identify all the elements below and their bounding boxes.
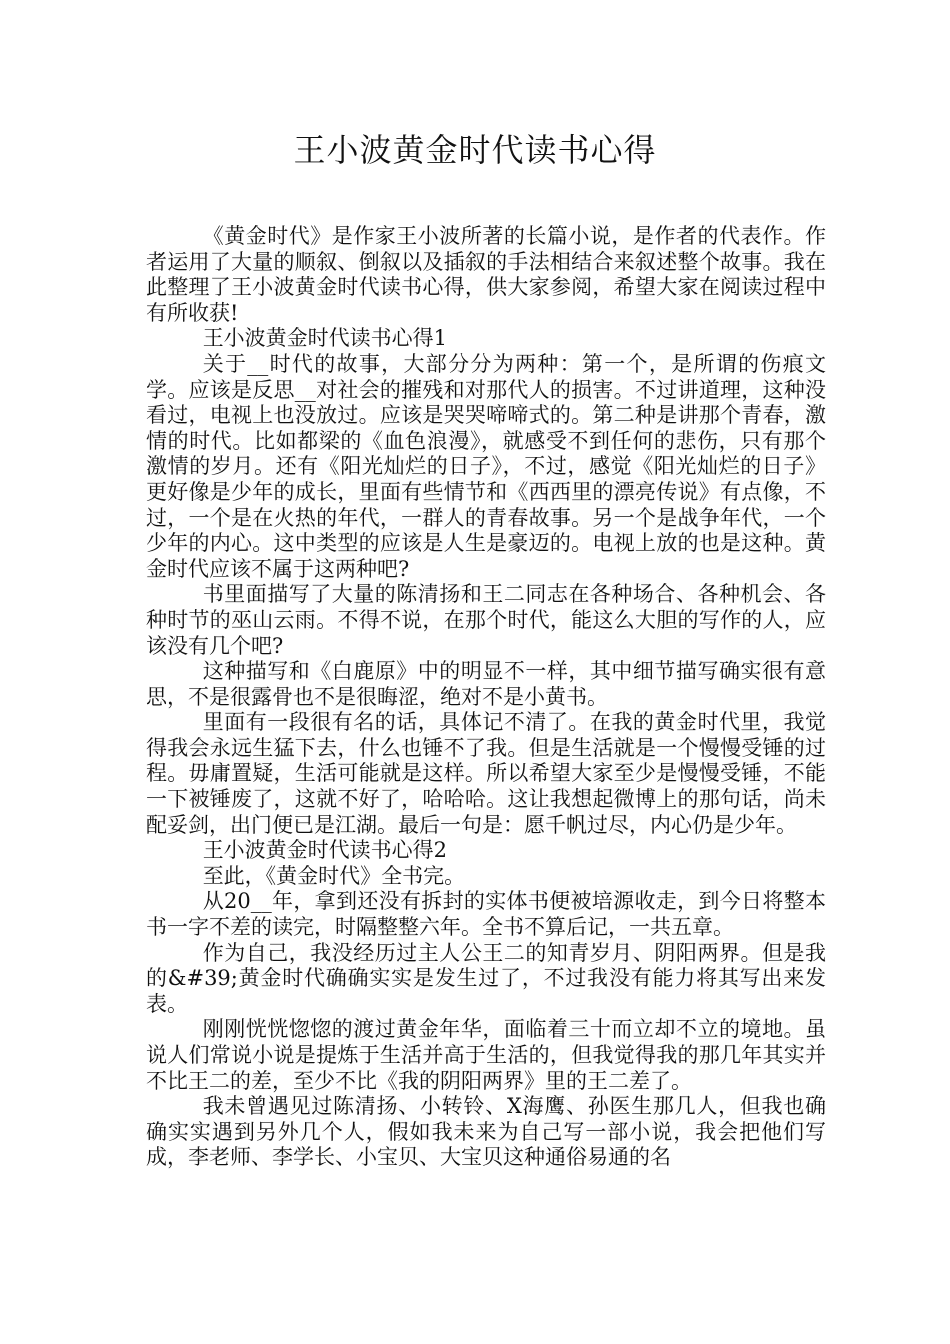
document-body (146, 224, 826, 1171)
body-paragraph: 关于__时代的故事，大部分分为两种：第一个，是所谓的伤痕文学。应该是反思__对社会的摧残和对那代人的损害。不过讲道理，这种没看过，电视上也没放过。应该是哭哭啼啼式的。第二种是讲那个青春，激情的时代。比如都梁的《血色浪漫》，就感受不到任何的悲伤，只有那个激情的岁月。还有《阳光灿烂的日子》，不过，感觉《阳光灿烂的日子》更好像是少年的成长，里面有些情节和《西西里的漂亮传说》有点像，不过，一个是在火热的年代，一群人的青春故事。另一个是战争年代，一个少年的内心。这中类型的应该是人生是豪迈的。电视上放的也是这种。黄金时代应该不属于这两种吧? (146, 351, 826, 581)
intro-paragraph: 《黄金时代》是作家王小波所著的长篇小说，是作者的代表作。作者运用了大量的顺叙、倒叙以及插叙的手法相结合来叙述整个故事。我在此整理了王小波黄金时代读书心得，供大家参阅，希望大家在阅读过程中有所收获! (146, 224, 826, 325)
body-paragraph: 从20__年，拿到还没有拆封的实体书便被培源收走，到今日将整本书一字不差的读完，时隔整整六年。全书不算后记，一共五章。 (146, 889, 826, 940)
body-paragraph: 我未曾遇见过陈清扬、小转铃、X海鹰、孙医生那几人，但我也确确实实遇到另外几个人，假如我未来为自己写一部小说，我会把他们写成，李老师、李学长、小宝贝、大宝贝这种通俗易通的名 (146, 1094, 826, 1170)
body-paragraph: 里面有一段很有名的话，具体记不清了。在我的黄金时代里，我觉得我会永远生猛下去，什么也锤不了我。但是生活就是一个慢慢受锤的过程。毋庸置疑，生活可能就是这样。所以希望大家至少是慢慢受锤，不能一下被锤废了，这就不好了，哈哈哈。这让我想起微博上的那句话，尚未配妥剑，出门便已是江湖。最后一句是：愿千帆过尽，内心仍是少年。 (146, 710, 826, 837)
section-heading-2: 王小波黄金时代读书心得2 (202, 838, 448, 863)
body-paragraph: 作为自己，我没经历过主人公王二的知青岁月、阴阳两界。但是我的&#39;黄金时代确确实实是发生过了，不过我没有能力将其写出来发表。 (146, 940, 826, 1016)
body-paragraph: 书里面描写了大量的陈清扬和王二同志在各种场合、各种机会、各种时节的巫山云雨。不得不说，在那个时代，能这么大胆的写作的人，应该没有几个吧? (146, 582, 826, 658)
body-paragraph: 刚刚恍恍惚惚的渡过黄金年华，面临着三十而立却不立的境地。虽说人们常说小说是提炼于生活并高于生活的，但我觉得我的那几年其实并不比王二的差，至少不比《我的阴阳两界》里的王二差了。 (146, 1017, 826, 1093)
section-heading-1: 王小波黄金时代读书心得1 (202, 326, 448, 351)
page-title: 王小波黄金时代读书心得 (293, 131, 657, 169)
body-paragraph: 至此，《黄金时代》全书完。 (202, 863, 466, 888)
body-paragraph: 这种描写和《白鹿原》中的明显不一样，其中细节描写确实很有意思，不是很露骨也不是很晦涩，绝对不是小黄书。 (146, 659, 826, 709)
